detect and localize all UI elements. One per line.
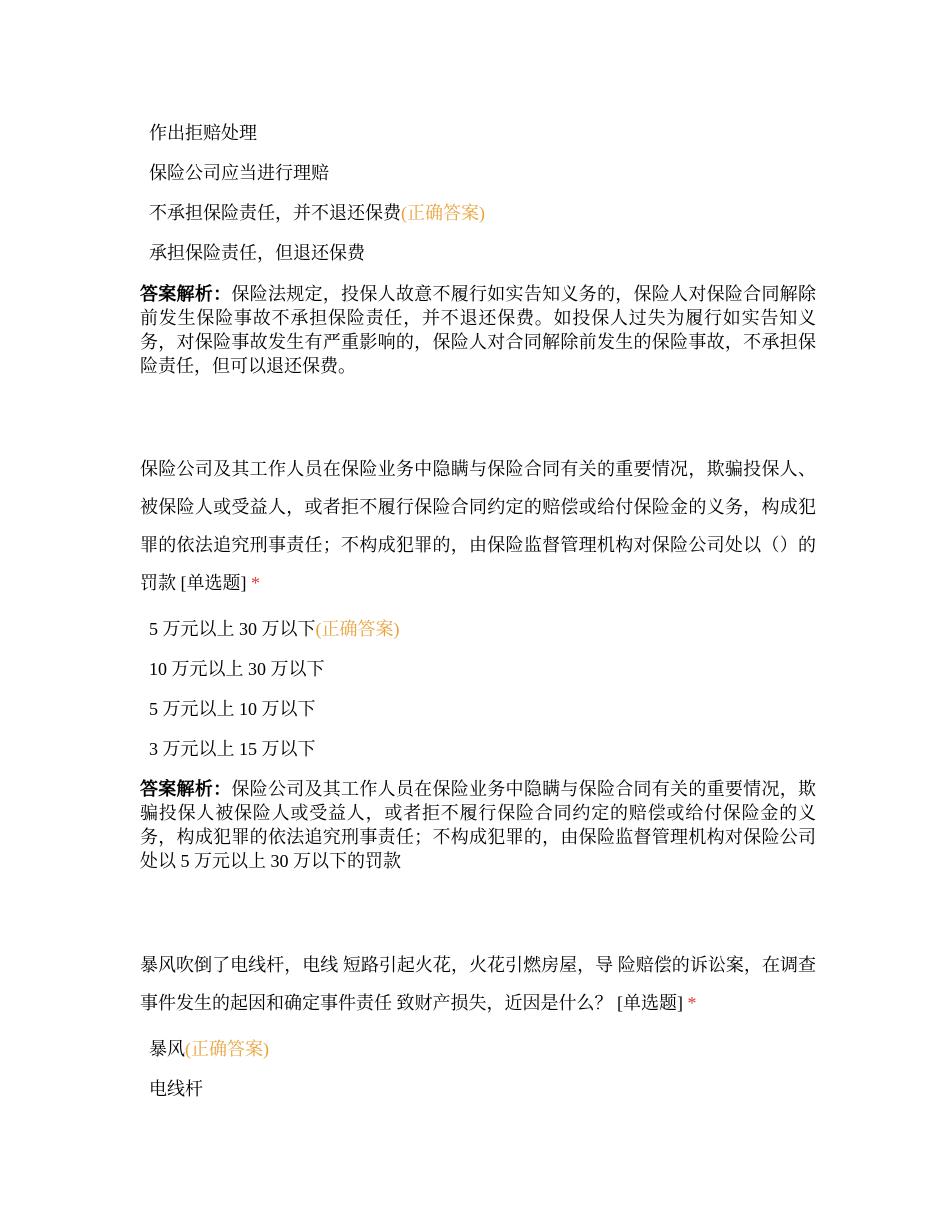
q2-option-4[interactable] <box>149 737 316 761</box>
required-asterisk: * <box>683 993 697 1013</box>
option-text: 承担保险责任，但退还保费 <box>149 243 365 263</box>
option-text: 电线杆 <box>149 1079 203 1099</box>
correct-answer-mark: (正确答案) <box>185 1039 269 1059</box>
q2-question <box>140 450 816 602</box>
question-text: 保险公司及其工作人员在保险业务中隐瞒与保险合同有关的重要情况，欺骗投保人、被保险人或受益人，或者拒不履行保险合同约定的赔偿或给付保险金的义务，构成犯罪的依法追究刑事责任；不构成犯罪的，由保险监督管理机构对保险公司处以（）的罚款 <box>140 459 816 593</box>
q1-answer-analysis <box>140 282 816 378</box>
question-type: [单选题] <box>612 993 683 1013</box>
option-text: 暴风 <box>149 1039 185 1059</box>
correct-answer-mark: (正确答案) <box>315 619 400 639</box>
q2-option-1[interactable] <box>149 617 400 641</box>
analysis-text: 保险公司及其工作人员在保险业务中隐瞒与保险合同有关的重要情况，欺骗投保人被保险人或受益人，或者拒不履行保险合同约定的赔偿或给付保险金的义务，构成犯罪的依法追究刑事责任；不构成犯罪的，由保险监督管理机构对保险公司处以 5 万元以上 30 万以下的罚款 <box>140 779 816 871</box>
option-text: 不承担保险责任，并不退还保费 <box>149 203 401 223</box>
option-text: 作出拒赔处理 <box>149 123 257 143</box>
question-type: [单选题] <box>176 573 247 593</box>
analysis-text: 保险法规定，投保人故意不履行如实告知义务的，保险人对保险合同解除前发生保险事故不承担保险责任，并不退还保费。如投保人过失为履行如实告知义务，对保险事故发生有严重影响的，保险人对合同解除前发生的保险事故，不承担保险责任，但可以退还保费。 <box>140 284 816 376</box>
q1-option-2[interactable] <box>149 161 329 185</box>
q1-option-3[interactable] <box>149 201 485 225</box>
option-text: 3 万元以上 15 万以下 <box>149 739 316 759</box>
q3-option-1[interactable] <box>149 1037 269 1061</box>
option-text: 保险公司应当进行理赔 <box>149 163 329 183</box>
analysis-label: 答案解析： <box>140 779 232 799</box>
analysis-label: 答案解析： <box>140 284 232 304</box>
question-text: 暴风吹倒了电线杆，电线 短路引起火花，火花引燃房屋，导 险赔偿的诉讼案，在调查事件发生的起因和确定事件责任 致财产损失，近因是什么？ <box>140 955 816 1013</box>
q2-answer-analysis <box>140 777 816 873</box>
option-text: 5 万元以上 10 万以下 <box>149 699 316 719</box>
option-text: 5 万元以上 30 万以下 <box>149 619 316 639</box>
option-text: 10 万元以上 30 万以下 <box>149 659 325 679</box>
q3-option-2[interactable] <box>149 1077 203 1101</box>
q2-option-3[interactable] <box>149 697 316 721</box>
q1-option-4[interactable] <box>149 241 365 265</box>
required-asterisk: * <box>246 573 260 593</box>
q1-option-1[interactable] <box>149 121 257 145</box>
q2-option-2[interactable] <box>149 657 325 681</box>
q3-question <box>140 946 816 1022</box>
correct-answer-mark: (正确答案) <box>401 203 485 223</box>
